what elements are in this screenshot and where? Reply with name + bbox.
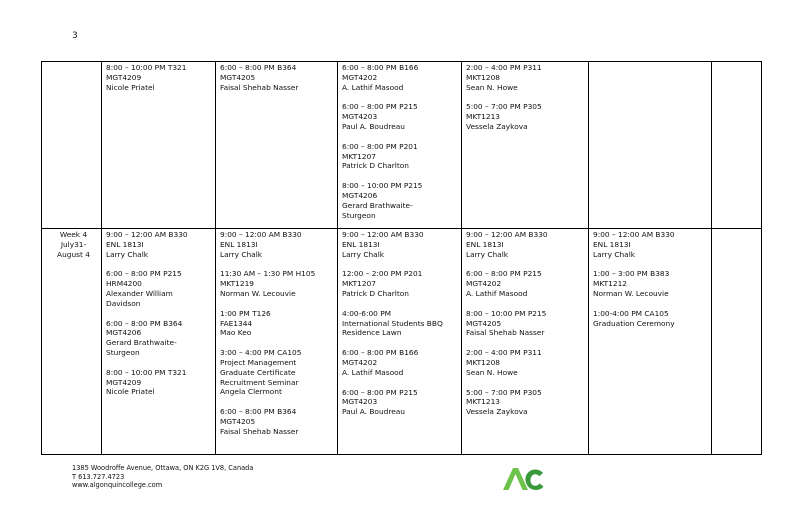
- schedule-row: [42, 62, 762, 229]
- entry-line: A. Lathif Masood: [342, 82, 404, 92]
- schedule-entry: [106, 368, 215, 397]
- schedule-row: [42, 229, 762, 455]
- entry-line: 2:00 – 4:00 PM P311: [466, 63, 542, 72]
- entry-line: Gerard Brathwaite-: [106, 338, 177, 348]
- schedule-cell: [712, 62, 762, 229]
- entry-line: MGT4203: [342, 397, 378, 407]
- entry-line: Faisal Shehab Nasser: [220, 82, 299, 92]
- entry-line: ENL 1813I: [106, 239, 144, 249]
- schedule-cell: [589, 229, 712, 455]
- entry-line: Angela Clermont: [220, 387, 282, 397]
- entry-line: MKT1208: [466, 357, 500, 367]
- schedule-entry: [220, 309, 337, 338]
- entry-line: MKT1213: [466, 112, 500, 122]
- entry-line: 5:00 – 7:00 PM P305: [466, 387, 542, 397]
- entry-line: MGT4205: [220, 72, 256, 82]
- entry-line: MGT4209: [106, 377, 142, 387]
- entry-line: MKT1208: [466, 72, 500, 82]
- schedule-cell: [462, 62, 589, 229]
- entry-line: 9:00 – 12:00 AM B330: [106, 230, 188, 239]
- entry-line: Larry Chalk: [220, 249, 263, 259]
- schedule-entry: [342, 348, 461, 377]
- schedule-entry: [593, 309, 711, 329]
- entry-line: MGT4205: [466, 318, 502, 328]
- entry-line: Graduate Certificate: [220, 367, 296, 377]
- entry-line: MKT1207: [342, 279, 376, 289]
- entry-line: 12:00 – 2:00 PM P201: [342, 269, 423, 279]
- entry-line: Sean N. Howe: [466, 82, 518, 92]
- entry-line: 1:00-4:00 PM CA105: [593, 308, 669, 318]
- entry-line: Nicole Priatel: [106, 82, 155, 92]
- week-label-line: Week 4: [59, 230, 88, 239]
- schedule-entry: [220, 269, 337, 298]
- entry-line: Residence Lawn: [342, 328, 402, 338]
- algonquin-logo-mark: [501, 465, 545, 491]
- schedule-entry: [220, 407, 337, 436]
- entry-line: 6:00 – 8:00 PM P215: [342, 102, 418, 112]
- schedule-entry: [342, 309, 461, 338]
- entry-line: Vessela Zaykova: [466, 121, 528, 131]
- entry-line: Larry Chalk: [593, 249, 636, 259]
- week-cell: [42, 229, 102, 455]
- entry-line: 9:00 – 12:00 AM B330: [593, 230, 675, 239]
- entry-line: 6:00 – 8:00 PM P215: [466, 269, 542, 279]
- schedule-cell: [216, 229, 338, 455]
- entry-line: Davidson: [106, 298, 141, 308]
- week-cell: [42, 62, 102, 229]
- schedule-entry: [106, 63, 215, 92]
- schedule-cell: [712, 229, 762, 455]
- entry-line: Vessela Zaykova: [466, 407, 528, 417]
- schedule-cell: [589, 62, 712, 229]
- entry-line: MGT4203: [342, 112, 378, 122]
- schedule-entry: [106, 230, 215, 259]
- entry-line: MGT4206: [342, 190, 378, 200]
- schedule-cell: [102, 62, 216, 229]
- entry-line: 9:00 – 12:00 AM B330: [466, 230, 548, 239]
- entry-line: Paul A. Boudreau: [342, 407, 405, 417]
- entry-line: Sturgeon: [106, 347, 140, 357]
- entry-line: Paul A. Boudreau: [342, 121, 405, 131]
- entry-line: MKT1219: [220, 279, 254, 289]
- entry-line: MKT1213: [466, 397, 500, 407]
- entry-line: 6:00 – 8:00 PM B166: [342, 63, 419, 72]
- entry-line: 3:00 – 4:00 PM CA105: [220, 348, 302, 358]
- entry-line: MGT4202: [342, 357, 378, 367]
- schedule-entry: [593, 269, 711, 298]
- entry-line: HRM4200: [106, 279, 142, 289]
- entry-line: 6:00 – 8:00 PM P201: [342, 141, 418, 151]
- schedule-entry: [466, 269, 588, 298]
- entry-line: FAE1344: [220, 318, 253, 328]
- entry-line: Graduation Ceremony: [593, 318, 675, 328]
- entry-line: 4:00-6:00 PM: [342, 308, 392, 318]
- entry-line: Recruitment Seminar: [220, 377, 299, 387]
- entry-line: 6:00 – 8:00 PM B364: [106, 318, 183, 328]
- entry-line: International Students BBQ: [342, 318, 443, 328]
- schedule-entry: [106, 319, 215, 358]
- schedule-entry: [342, 388, 461, 417]
- entry-line: 8:00 – 10:00 PM T321: [106, 63, 187, 72]
- entry-line: Faisal Shehab Nasser: [220, 426, 299, 436]
- schedule-entry: [342, 230, 461, 259]
- week-label-line: July31-: [60, 239, 87, 249]
- entry-line: 6:00 – 8:00 PM P215: [342, 387, 418, 397]
- page-number: 3: [72, 31, 78, 41]
- entry-line: 1:00 – 3:00 PM B383: [593, 269, 670, 279]
- entry-line: Larry Chalk: [106, 249, 149, 259]
- entry-line: Norman W. Lecouvie: [220, 288, 296, 298]
- entry-line: 6:00 – 8:00 PM P215: [106, 269, 182, 279]
- entry-line: 2:00 – 4:00 PM P311: [466, 348, 542, 358]
- entry-line: Patrick D Charlton: [342, 288, 409, 298]
- entry-line: A. Lathif Masood: [466, 288, 528, 298]
- footer-address: 1385 Woodroffe Avenue, Ottawa, ON K2G 1V8, Canada: [72, 464, 254, 472]
- schedule-cell: [216, 62, 338, 229]
- schedule-entry: [342, 269, 461, 298]
- schedule-entry: [593, 230, 711, 259]
- schedule-entry: [466, 309, 588, 338]
- entry-line: Larry Chalk: [466, 249, 509, 259]
- footer-website[interactable]: www.algonquincollege.com: [72, 481, 163, 490]
- schedule-entry: [466, 63, 588, 92]
- schedule-entry: [106, 269, 215, 308]
- entry-line: MGT4205: [220, 416, 256, 426]
- entry-line: ENL 1813I: [342, 239, 380, 249]
- entry-line: MGT4202: [342, 72, 378, 82]
- schedule-entry: [342, 181, 461, 220]
- schedule-entry: [342, 102, 461, 131]
- entry-line: ENL 1813I: [466, 239, 504, 249]
- entry-line: Gerard Brathwaite-: [342, 200, 413, 210]
- schedule-entry: [466, 102, 588, 131]
- entry-line: ENL 1813I: [220, 239, 258, 249]
- entry-line: 8:00 – 10:00 PM P215: [466, 308, 547, 318]
- entry-line: Nicole Priatel: [106, 387, 155, 397]
- schedule-entry: [220, 63, 337, 92]
- entry-line: MGT4202: [466, 279, 502, 289]
- entry-line: 11:30 AM – 1:30 PM H105: [220, 269, 316, 279]
- entry-line: Faisal Shehab Nasser: [466, 328, 545, 338]
- entry-line: Mao Keo: [220, 328, 252, 338]
- schedule-cell: [102, 229, 216, 455]
- entry-line: ENL 1813I: [593, 239, 631, 249]
- entry-line: Alexander William: [106, 288, 173, 298]
- schedule-cell: [338, 229, 462, 455]
- entry-line: 9:00 – 12:00 AM B330: [342, 230, 424, 239]
- entry-line: MGT4206: [106, 328, 142, 338]
- schedule-table: [41, 61, 762, 455]
- entry-line: 5:00 – 7:00 PM P305: [466, 102, 542, 112]
- entry-line: A. Lathif Masood: [342, 367, 404, 377]
- schedule-entry: [220, 348, 337, 397]
- entry-line: Norman W. Lecouvie: [593, 288, 669, 298]
- schedule-entry: [342, 63, 461, 92]
- entry-line: Patrick D Charlton: [342, 161, 409, 171]
- entry-line: 1:00 PM T126: [220, 308, 271, 318]
- entry-line: MKT1212: [593, 279, 627, 289]
- entry-line: Larry Chalk: [342, 249, 385, 259]
- schedule-entry: [466, 348, 588, 377]
- schedule-entry: [466, 388, 588, 417]
- entry-line: 8:00 – 10:00 PM T321: [106, 367, 187, 377]
- schedule-entry: [220, 230, 337, 259]
- entry-line: Project Management: [220, 357, 297, 367]
- schedule-cell: [462, 229, 589, 455]
- algonquin-logo: [501, 465, 545, 495]
- entry-line: Sturgeon: [342, 210, 376, 220]
- schedule-cell: [338, 62, 462, 229]
- entry-line: 8:00 – 10:00 PM P215: [342, 181, 423, 191]
- entry-line: 9:00 – 12:00 AM B330: [220, 230, 302, 239]
- college-footer: [72, 464, 253, 490]
- entry-line: MKT1207: [342, 151, 376, 161]
- schedule-entry: [466, 230, 588, 259]
- entry-line: MGT4209: [106, 72, 142, 82]
- entry-line: 6:00 – 8:00 PM B166: [342, 348, 419, 358]
- week-label-line: August 4: [57, 249, 90, 259]
- schedule-entry: [342, 142, 461, 171]
- entry-line: 6:00 – 8:00 PM B364: [220, 407, 297, 417]
- entry-line: 6:00 – 8:00 PM B364: [220, 63, 297, 72]
- entry-line: Sean N. Howe: [466, 367, 518, 377]
- footer-phone: T 613.727.4723: [72, 472, 125, 481]
